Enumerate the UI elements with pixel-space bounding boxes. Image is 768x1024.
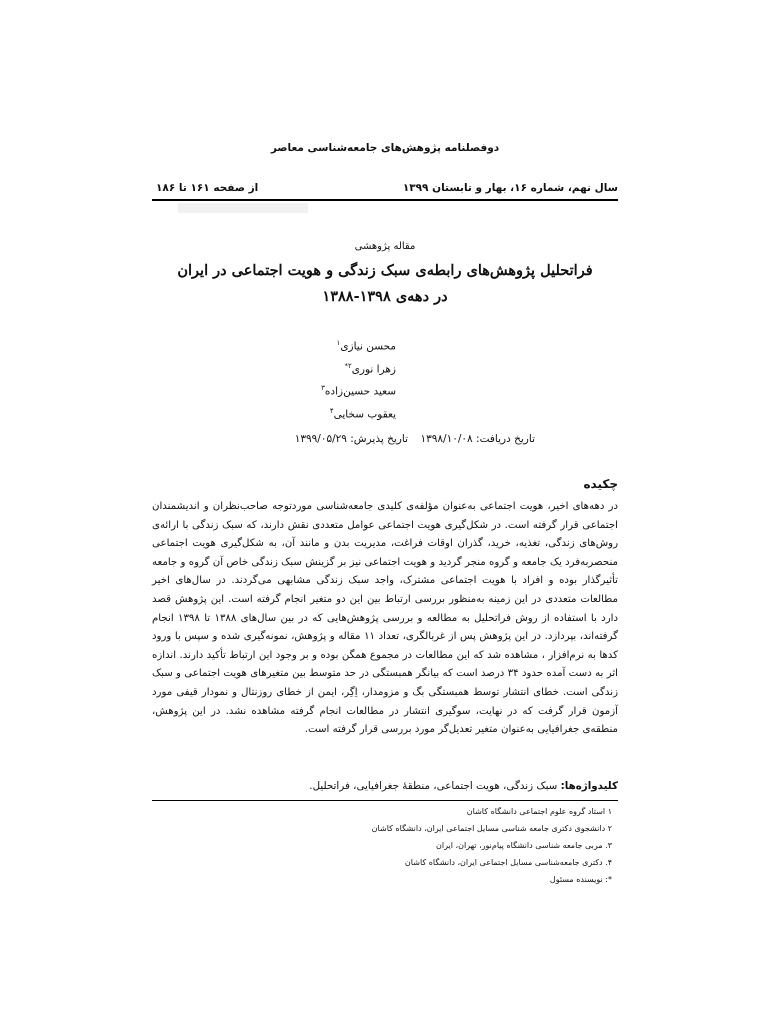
received-date: تاریخ دریافت: ۱۳۹۸/۱۰/۰۸ (420, 433, 535, 445)
author-mark: ۴ (329, 406, 334, 415)
author-name: زهرا نوری (351, 363, 396, 375)
author-name: محسن نیازی (340, 340, 396, 353)
author-item (256, 334, 396, 357)
header-rule (152, 199, 618, 201)
issue-info: سال نهم، شماره ۱۶، بهار و تابستان ۱۳۹۹ (402, 182, 618, 194)
footnote-item: ۴. دکتری جامعه‌شناسی مسایل اجتماعی ایران، دانشگاه کاشان (404, 858, 612, 867)
author-mark: ۳ (321, 384, 325, 392)
abstract-text: در دهه‌های اخیر، هویت اجتماعی به‌عنوان مؤلفه‌ی کلیدی جامعه‌شناسی موردتوجه صاحب‌نظران و اندیشمندان اجتماعی قرار گرفته است. در شکل‌گیری هویت اجتماعی عوامل متعددی نقش دارند، که سبک زندگی با ارائه‌ی روش‌های زندگی، تغذیه، خرید، گذران اوقات فراغت، مدیریت بدن و مانند آن، به شکل‌گیری هویت اجتماعی منحصربه‌فرد یک جامعه و گروه منجر گردید و هویت اجتماعی نیز بر گزینش سبک زندگی خاص آن گروه و جامعه تأثیرگذار بوده و افراد با هویت اجتماعی مشترک، واجد سبک زندگی مشابهی می‌گردند. در سال‌های اخیر مطالعات متعددی در این زمینه به‌منظور بررسی ارتباط بین این دو متغیر انجام گرفته است. این پژوهش قصد دارد با استفاده از روش فراتحلیل به مطالعه و بررسی پژوهش‌هایی که در بین سال‌های ۱۳۸۸ تا ۱۳۹۸ انجام گرفته‌اند، بپردازد. در این پژوهش پس از غربالگری، تعداد ۱۱ مقاله و پژوهش، نمونه‌گیری شده و سپس با ورود کدها به نرم‌افزار ، مشاهده شد که این مطالعات در مجموع همگن بوده و بر وجود این ارتباط تأکید دارند. اندازه اثر به دست آمده حدود ۳۴ درصد است که بیانگر همبستگی در حد متوسط بین متغیرهای هویت اجتماعی و سبک زندگی است. خطای انتشار توسط همبستگی بگ و مزومدار، اِگِر، ایمن از خطای روزنتال و نمودار قیفی مورد آزمون قرار گرفت که در نهایت، سوگیری انتشار در مطالعات انجام گرفته مشاهده نشد. در این پژوهش، منطقه‌ی جغرافیایی به‌عنوان متغیر تعدیل‌گر مورد بررسی قرار گرفته است. (152, 501, 618, 736)
page-range: از صفحه ۱۶۱ تا ۱۸۶ (156, 182, 259, 194)
author-name: سعید حسین‌زاده (324, 385, 396, 398)
footnotes (292, 803, 612, 888)
header-shadow (178, 203, 308, 213)
article-page (152, 0, 618, 1024)
article-type: مقاله پژوهشی (354, 241, 416, 252)
footnote-rule (152, 800, 618, 801)
author-item (256, 379, 396, 402)
author-mark: ۲* (344, 361, 352, 370)
footnote-item: ۱ استاد گروه علوم اجتماعی دانشگاه کاشان (466, 807, 612, 816)
abstract-heading: چکیده (583, 477, 618, 491)
footnote-item: ۲ دانشجوی دکتری جامعه شناسی مسایل اجتماعی ایران، دانشگاه کاشان (371, 824, 612, 833)
author-list (256, 334, 396, 424)
keywords (152, 777, 618, 795)
footnote-item: *: نویسنده مسئول (549, 875, 612, 884)
article-title-line1: فراتحلیل پژوهش‌های رابطه‌ی سبک زندگی و هویت اجتماعی در ایران (177, 262, 593, 279)
journal-title: دوفصلنامه پژوهش‌های جامعه‌شناسی معاصر (270, 142, 500, 154)
keywords-text: سبک زندگی، هویت اجتماعی، منطقهٔ جغرافیایی، فراتحلیل. (309, 780, 561, 792)
author-item (256, 357, 396, 380)
dates-line (152, 431, 618, 447)
article-title (152, 258, 618, 310)
accepted-date: تاریخ پذیرش: ۱۳۹۹/۰۵/۲۹ (294, 433, 408, 445)
footnote-item: ۳. مربی جامعه شناسی دانشگاه پیام‌نور، تهران، ایران (436, 841, 612, 850)
author-item (256, 402, 396, 425)
article-title-line2: در دهه‌ی ۱۳۹۸-۱۳۸۸ (322, 288, 448, 305)
issue-line (152, 179, 618, 197)
author-name: یعقوب سخایی (333, 408, 396, 420)
keywords-label: کلیدواژه‌ها: (560, 780, 618, 792)
author-mark: ۱ (336, 339, 341, 347)
